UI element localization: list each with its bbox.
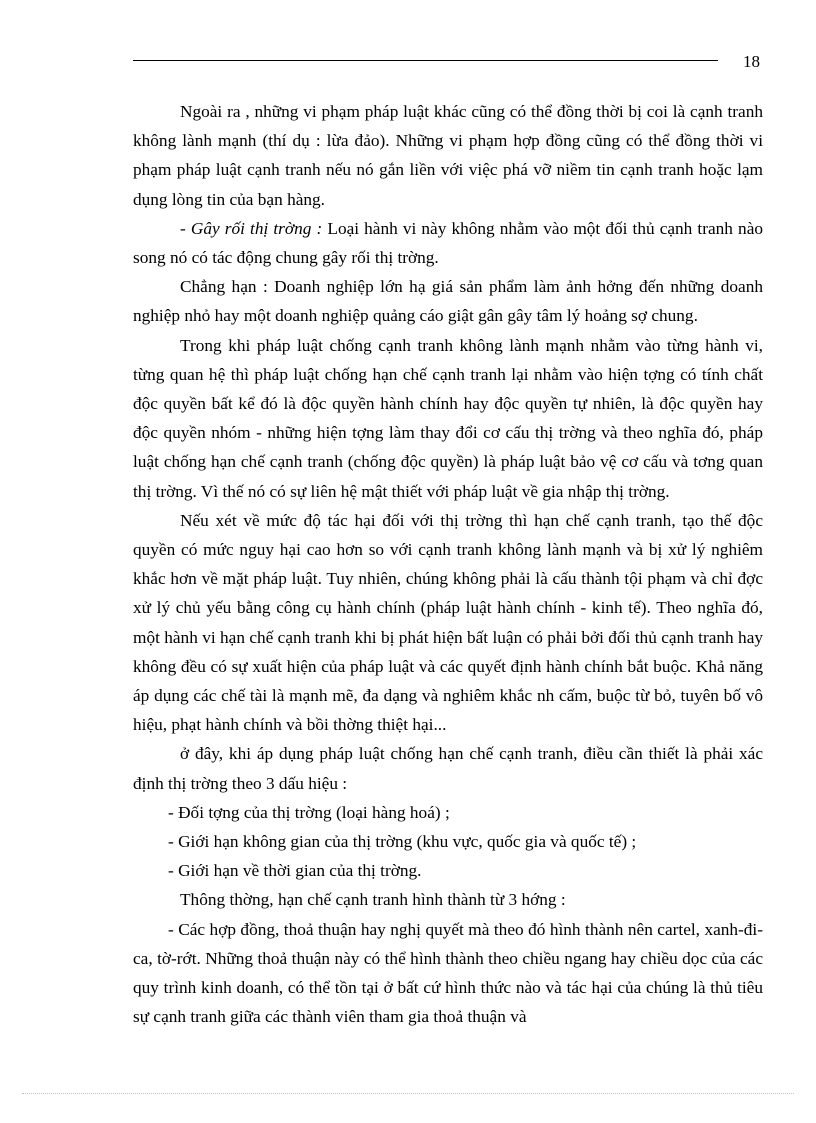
paragraph: Trong khi pháp luật chống cạnh tranh không lành mạnh nhằm vào từng hành vi, từng quan hệ thì pháp luật chống hạn chế cạnh tranh lại nhằm vào hiện tợng có tính chất độc quyền bất kể đó là độc quyền hành chính hay độc quyền tự nhiên, là độc quyền hay độc quyền nhóm - những hiện tợng làm thay đổi cơ cấu thị trờng và theo nghĩa đó, pháp luật chống hạn chế cạnh tranh (chống độc quyền) là pháp luật bảo vệ cơ cấu và tơng quan thị trờng. Vì thế nó có sự liên hệ mật thiết với pháp luật về gia nhập thị trờng.	[133, 335, 763, 501]
paragraph: - Các hợp đồng, thoả thuận hay nghị quyết mà theo đó hình thành nên cartel, xanh-đi-ca, tờ-rớt. Những thoả thuận này có thể hình thành theo chiều ngang hay chiều dọc của các quy trình kinh doanh, có thể tồn tại ở bất cứ hình thức nào và tác hại của chúng là thủ tiêu sự cạnh tranh giữa các thành viên tham gia thoả thuận và	[133, 919, 763, 1027]
page-bottom-border	[22, 1093, 794, 1094]
italic-heading: - Gây rối thị trờng :	[180, 218, 323, 238]
paragraph-disruption	[133, 214, 763, 272]
page-number: 18	[743, 52, 760, 71]
paragraph: ở đây, khi áp dụng pháp luật chống hạn chế cạnh tranh, điều cần thiết là phải xác định thị trờng theo 3 dấu hiệu :	[133, 744, 763, 793]
list-item: - Giới hạn không gian của thị trờng (khu vực, quốc gia và quốc tế) ;	[168, 832, 637, 852]
paragraph-text: Loại hành vi này không nhằm vào một đối thủ cạnh tranh nào song nó có tác động chung gây rối thị trờng.	[133, 218, 764, 268]
page-header	[133, 50, 763, 74]
list-item: - Giới hạn về thời gian của thị trờng.	[168, 861, 422, 881]
paragraph: Chẳng hạn : Doanh nghiệp lớn hạ giá sản phẩm làm ảnh hởng đến những doanh nghiệp nhỏ hay một doanh nghiệp quảng cáo giật gân gây tâm lý hoảng sợ chung.	[133, 277, 763, 326]
paragraph: Nếu xét về mức độ tác hại đối với thị trờng thì hạn chế cạnh tranh, tạo thế độc quyền có mức nguy hại cao hơn so với cạnh tranh không lành mạnh và bị xử lý nghiêm khắc hơn về mặt pháp luật. Tuy nhiên, chúng không phải là cấu thành tội phạm và chỉ đợc xử lý chủ yếu bằng công cụ hành chính (pháp luật hành chính - kinh tế). Theo nghĩa đó, một hành vi hạn chế cạnh tranh khi bị phát hiện bất luận có phải bởi đối thủ cạnh tranh hay không đều có sự xuất hiện của pháp luật và các quyết định hành chính bắt buộc. Khả năng áp dụng các chế tài là mạnh mẽ, đa dạng và nghiêm khắc nh cấm, buộc từ bỏ, tuyên bố vô hiệu, phạt hành chính và bồi thờng thiệt hại...	[133, 510, 763, 735]
header-dashed-rule	[653, 60, 718, 61]
page-body	[133, 97, 763, 1032]
paragraph: Ngoài ra , những vi phạm pháp luật khác cũng có thể đồng thời bị coi là cạnh tranh không lành mạnh (thí dụ : lừa đảo). Những vi phạm hợp đồng cũng có thể đồng thời vi phạm pháp luật cạnh tranh nếu nó gắn liền với việc phá vỡ niềm tin cạnh tranh hoặc lạm dụng lòng tin của bạn hàng.	[133, 102, 763, 209]
header-rule	[133, 60, 718, 61]
paragraph: Thông thờng, hạn chế cạnh tranh hình thành từ 3 hớng :	[180, 890, 566, 910]
list-item: - Đối tợng của thị trờng (loại hàng hoá) ;	[168, 802, 450, 822]
